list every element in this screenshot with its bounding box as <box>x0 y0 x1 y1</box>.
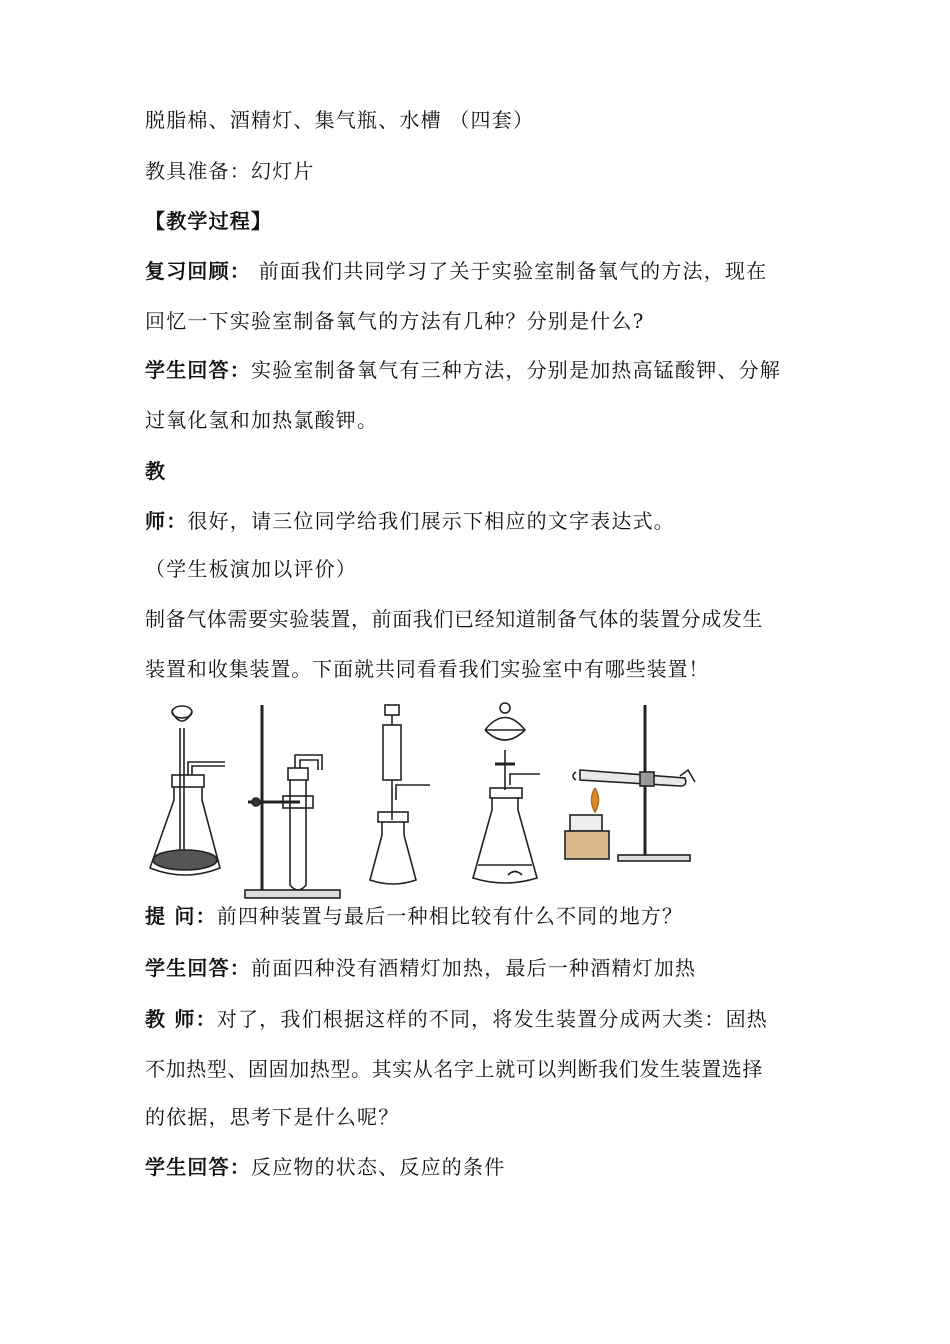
answer3-text: 反应物的状态、反应的条件 <box>251 1155 506 1179</box>
note-line: （学生板演加以评价） <box>145 557 357 581</box>
teacher2-line-3: 的依据，思考下是什么呢？ <box>145 1105 400 1129</box>
apparatus-funnel-flask <box>150 706 225 875</box>
teacher-label-b: 师： <box>145 509 188 533</box>
answer1-line-2: 过氧化氢和加热氯酸钾。 <box>145 408 379 432</box>
section-heading: 【教学过程】 <box>145 209 273 233</box>
answer1-text-1: 实验室制备氧气有三种方法，分别是加热高锰酸钾、分解 <box>251 358 781 382</box>
teacher2-label: 教 师： <box>145 1007 217 1031</box>
review-line-1 <box>145 257 767 285</box>
paragraph-line-2: 装置和收集装置。下面就共同看看我们实验室中有哪些装置！ <box>145 657 710 681</box>
answer2-line <box>145 954 696 982</box>
teacher-label-a: 教 <box>145 459 167 483</box>
review-text-1: 前面我们共同学习了关于实验室制备氧气的方法，现在 <box>258 259 768 283</box>
answer1-label: 学生回答： <box>145 358 251 382</box>
teacher-line <box>145 507 675 535</box>
teacher-text: 很好，请三位同学给我们展示下相应的文字表达式。 <box>187 509 676 533</box>
question-label: 提 问： <box>145 904 217 928</box>
apparatus-alcohol-lamp-heating <box>565 705 695 861</box>
text-line-1: 脱脂棉、酒精灯、集气瓶、水槽 （四套） <box>145 108 535 132</box>
answer2-text: 前面四种没有酒精灯加热，最后一种酒精灯加热 <box>251 956 697 980</box>
review-line-2: 回忆一下实验室制备氧气的方法有几种？分别是什么? <box>145 309 645 333</box>
answer3-label: 学生回答： <box>145 1155 251 1179</box>
apparatus-separatory-funnel-flask <box>473 703 540 883</box>
answer3-line <box>145 1153 505 1181</box>
teacher2-line-2: 不加热型、固固加热型。其实从名字上就可以判断我们发生装置选择 <box>145 1057 763 1081</box>
paragraph-line-1: 制备气体需要实验装置，前面我们已经知道制备气体的装置分成发生 <box>145 607 763 631</box>
question-text: 前四种装置与最后一种相比较有什么不同的地方？ <box>216 904 684 928</box>
apparatus-stand-test-tube <box>245 705 340 898</box>
answer1-line-1 <box>145 356 781 384</box>
teacher2-line-1 <box>145 1005 768 1033</box>
teacher2-text-1: 对了，我们根据这样的不同，将发生装置分成两大类：固热 <box>216 1007 768 1031</box>
apparatus-syringe-flask <box>370 705 430 884</box>
answer2-label: 学生回答： <box>145 956 251 980</box>
review-label: 复习回顾： <box>145 259 251 283</box>
text-line-2: 教具准备：幻灯片 <box>145 159 315 183</box>
lab-apparatus-figure <box>140 700 700 905</box>
question-line <box>145 902 683 930</box>
